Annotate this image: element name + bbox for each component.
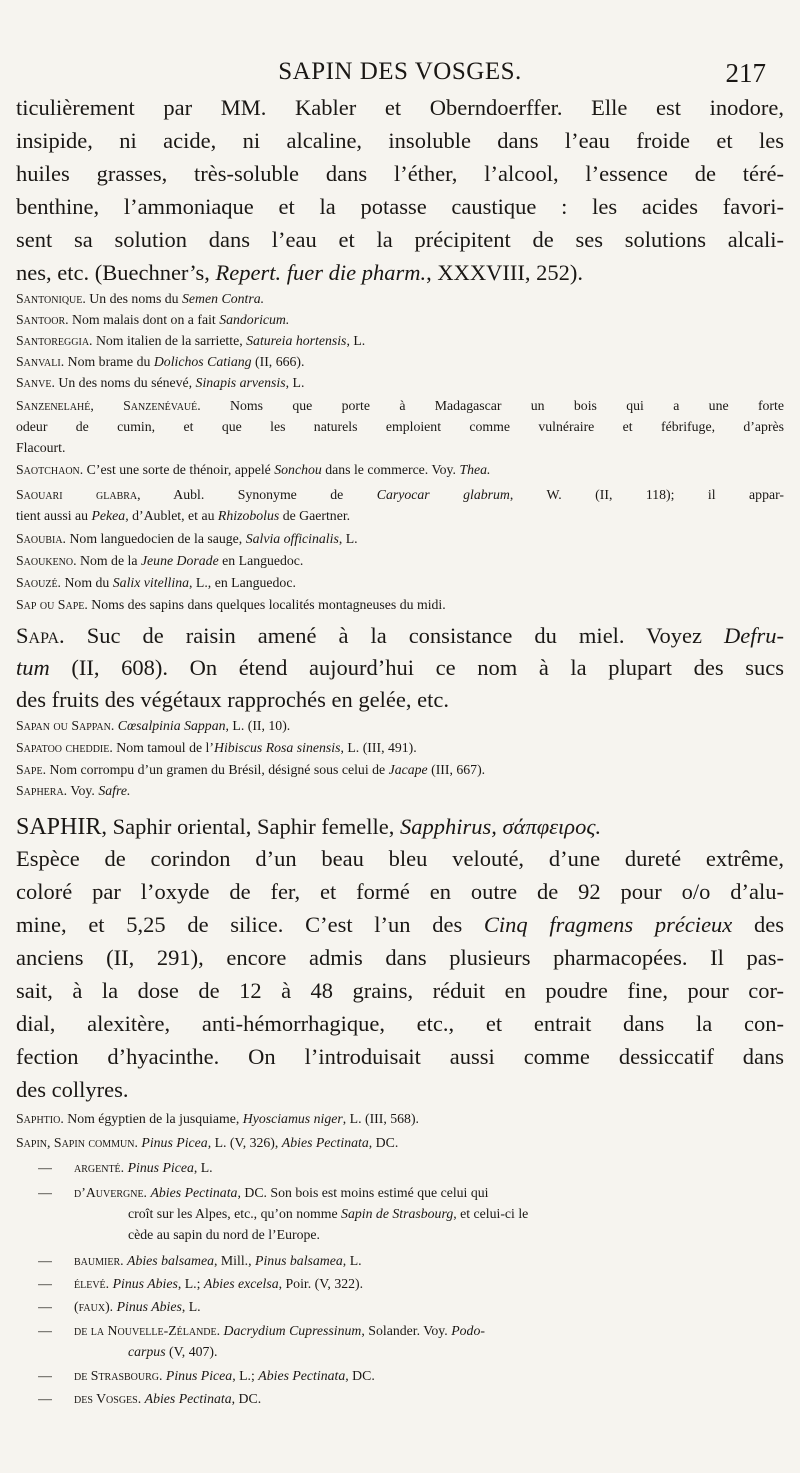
sapin-argente: — argenté. Pinus Picea, L. — [38, 1160, 213, 1175]
entry-sapa-line-2: tum (II, 608). On étend aujourd’hui ce nom à la plupart des sucs — [16, 655, 784, 680]
para1-line-3: huiles grasses, très-soluble dans l’éther, l’alcool, l’essence de téré- — [16, 161, 784, 186]
sapin-vosges: — des Vosges. Abies Pectinata, DC. — [38, 1391, 262, 1406]
running-head — [0, 58, 800, 92]
para1-line-4: benthine, l’ammoniaque et la potasse caustique : les acides favori- — [16, 194, 784, 219]
running-title: SAPIN DES VOSGES. — [278, 58, 522, 85]
sapin-faux: — (faux). Pinus Abies, L. — [38, 1299, 201, 1314]
page-number: 217 — [725, 58, 766, 88]
entry-sapan: Sapan ou Sappan. Cœsalpinia Sappan, L. (II, 10). — [16, 718, 291, 733]
entry-saphir-line-7: dial, alexitère, anti-hémorrhagique, etc., et entrait dans la con- — [16, 1011, 784, 1036]
entry-saouze: Saouzé. Nom du Salix vitellina, L., en Languedoc. — [16, 575, 296, 590]
entry-saoukeno: Saoukeno. Nom de la Jeune Dorade en Languedoc. — [16, 553, 304, 568]
entry-sanve: Sanve. Un des noms du sénevé, Sinapis arvensis, L. — [16, 375, 305, 390]
entry-saphir-line-3: coloré par l’oxyde de fer, et formé en outre de 92 pour o/o d’alu- — [16, 879, 784, 904]
entry-sanzenelahe-line-3: Flacourt. — [16, 440, 66, 455]
entry-saphir-line-9: des collyres. — [16, 1077, 129, 1102]
entry-saouari-line-2: tient aussi au Pekea, d’Aublet, et au Rhizobolus de Gaertner. — [16, 508, 351, 523]
entry-sape: Sape. Nom corrompu d’un gramen du Brésil, désigné sous celui de Jacape (III, 667). — [16, 762, 486, 777]
para1-line-5: sent sa solution dans l’eau et la précipitent de ses solutions alcali- — [16, 227, 784, 252]
entry-santoreggia: Santoreggia. Nom italien de la sarriette, Satureia hortensis, L. — [16, 333, 366, 348]
entry-sapa-line-3: des fruits des végétaux rapprochés en gelée, etc. — [16, 687, 449, 712]
sapin-strasbourg: — de Strasbourg. Pinus Picea, L.; Abies Pectinata, DC. — [38, 1368, 375, 1383]
entry-saouari-line-1: Saouari glabra, Aubl. Synonyme de Caryocar glabrum, W. (II, 118); il appar- — [16, 487, 784, 502]
entry-saotchaon: Saotchaon. C’est une sorte de thénoir, appelé Sonchou dans le commerce. Voy. Thea. — [16, 462, 491, 477]
sapin-nz-line-2: carpus (V, 407). — [128, 1344, 218, 1359]
sapin-baumier: — baumier. Abies balsamea, Mill., Pinus balsamea, L. — [38, 1253, 362, 1268]
para1-line-6: nes, etc. (Buechner’s, Repert. fuer die pharm., XXXVIII, 252). — [16, 260, 583, 285]
sapin-auvergne-line-1: — d’Auvergne. Abies Pectinata, DC. Son bois est moins estimé que celui qui — [38, 1185, 489, 1200]
entry-santonique: Santonique. Un des noms du Semen Contra. — [16, 291, 265, 306]
entry-sap: Sap ou Sape. Noms des sapins dans quelques localités montagneuses du midi. — [16, 597, 446, 612]
sapin-eleve: — élevé. Pinus Abies, L.; Abies excelsa, Poir. (V, 322). — [38, 1276, 364, 1291]
entry-saphir-line-8: fection d’hyacinthe. On l’introduisait aussi comme dessiccatif dans — [16, 1044, 784, 1069]
sapin-nz-line-1: — de la Nouvelle-Zélande. Dacrydium Cupressinum, Solander. Voy. Podo- — [38, 1323, 485, 1338]
entry-sanzenelahe-line-2: odeur de cumin, et que les naturels emploient comme vulnéraire et fébrifuge, d’après — [16, 419, 784, 434]
entry-saphir-line-4: mine, et 5,25 de silice. C’est l’un des Cinq fragmens précieux des — [16, 912, 784, 937]
entry-sapin: Sapin, Sapin commun. Pinus Picea, L. (V, 326), Abies Pectinata, DC. — [16, 1135, 399, 1150]
entry-saphtio: Saphtio. Nom égyptien de la jusquiame, Hyosciamus niger, L. (III, 568). — [16, 1111, 419, 1126]
entry-sapa-line-1: Sapa. Suc de raisin amené à la consistance du miel. Voyez Defru- — [16, 623, 784, 648]
entry-saoubia: Saoubia. Nom languedocien de la sauge, Salvia officinalis, L. — [16, 531, 358, 546]
sapin-auvergne-line-2: croît sur les Alpes, etc., qu’on nomme Sapin de Strasbourg, et celui-ci le — [128, 1206, 529, 1221]
entry-saphera: Saphera. Voy. Safre. — [16, 783, 131, 798]
entry-sanvali: Sanvali. Nom brame du Dolichos Catiang (II, 666). — [16, 354, 305, 369]
entry-sanzenelahe-line-1: Sanzenelahé, Sanzenévaué. Noms que porte à Madagascar un bois qui a une forte — [16, 398, 784, 413]
entry-sapatoo: Sapatoo cheddie. Nom tamoul de l’Hibiscus Rosa sinensis, L. (III, 491). — [16, 740, 417, 755]
para1-line-2: insipide, ni acide, ni alcaline, insoluble dans l’eau froide et les — [16, 128, 784, 153]
entry-saphir-line-6: sait, à la dose de 12 à 48 grains, réduit en poudre fine, pour cor- — [16, 978, 784, 1003]
entry-santoor: Santoor. Nom malais dont on a fait Sandoricum. — [16, 312, 290, 327]
entry-saphir-line-1: SAPHIR, Saphir oriental, Saphir femelle, Sapphirus, σάπφειρος. — [16, 814, 602, 840]
sapin-auvergne-line-3: cède au sapin du nord de l’Europe. — [128, 1227, 320, 1242]
entry-saphir-line-2: Espèce de corindon d’un beau bleu velouté, d’une dureté extrême, — [16, 846, 784, 871]
entry-saphir-line-5: anciens (II, 291), encore admis dans plusieurs pharmacopées. Il pas- — [16, 945, 784, 970]
para1-line-1: ticulièrement par MM. Kabler et Oberndoerffer. Elle est inodore, — [16, 95, 784, 120]
